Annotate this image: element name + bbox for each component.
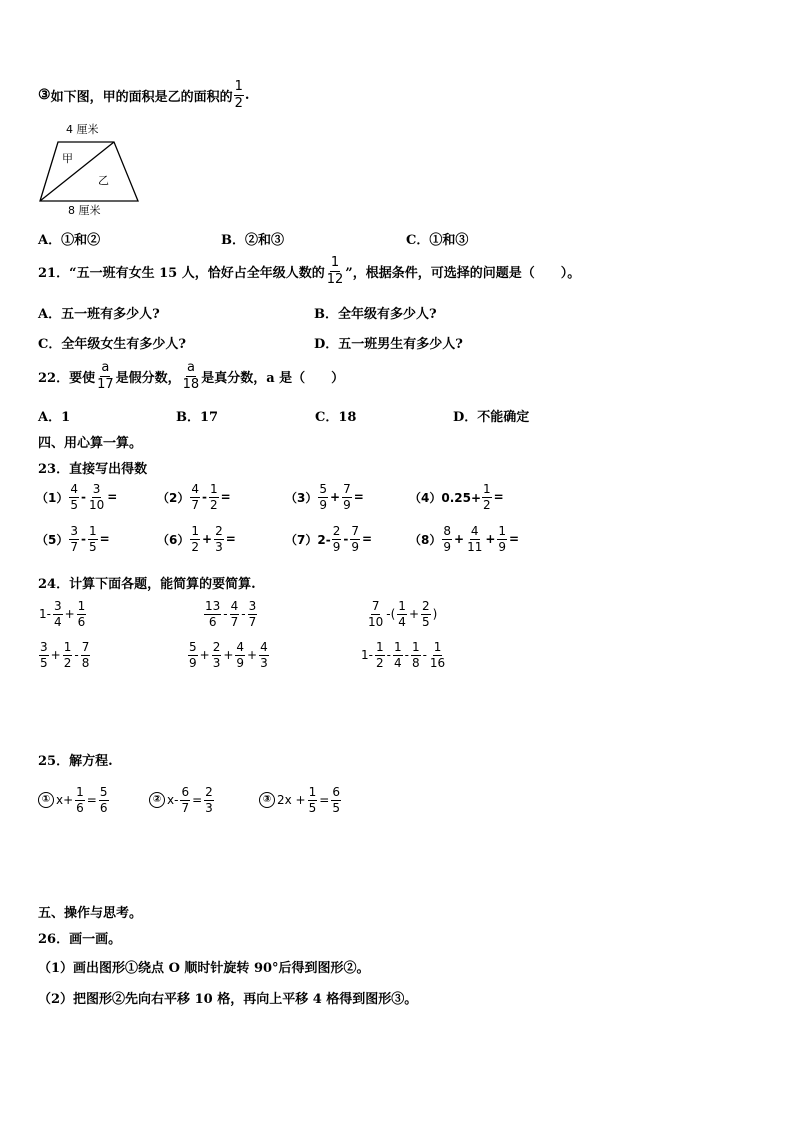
q24-expr-6: 1- $\frac{1}{2}$ - $\frac{1}{4}$ - $\frac{1}{8}$ - $\frac{1}{16}$ — [361, 640, 446, 670]
q23-item-6: （6） $\frac{1}{2}$ + $\frac{2}{3}$ = — [157, 524, 236, 554]
q24-expr-3: $\frac{7}{10}$ -( $\frac{1}{4}$ + $\frac{2}{5}$ ) — [368, 599, 438, 629]
q25-equation-3: ③ 2x + $\frac{1}{5}$ = $\frac{6}{5}$ — [259, 786, 342, 814]
q23-item-3: （3） $\frac{5}{9}$ + $\frac{7}{9}$ = — [285, 482, 364, 512]
q21-option-c: C．全年级女生有多少人? — [38, 337, 186, 352]
q22-fraction-2: $\frac{a}{18}$ — [182, 360, 200, 392]
q22-option-d: D．不能确定 — [453, 410, 530, 425]
q20-option-b: B．②和③ — [221, 233, 284, 248]
q24-expr-1: 1- $\frac{3}{4}$ + $\frac{1}{6}$ — [39, 599, 86, 629]
q20-option-c: C．①和③ — [406, 233, 469, 248]
section-4-heading: 四、用心算一算。 — [38, 436, 143, 451]
q26-title: 26．画一画。 — [38, 932, 122, 947]
q23-item-7: （7）2- $\frac{2}{9}$ - $\frac{7}{9}$ = — [285, 524, 373, 554]
top-base-label: 4 厘米 — [66, 123, 99, 136]
q20-item3: ③ 如下图，甲的面积是乙的面积的 $\frac{1}{2}$ . — [38, 79, 250, 111]
q22-option-a: A．1 — [38, 410, 71, 425]
q23-title: 23．直接写出得数 — [38, 462, 148, 477]
q22-stem: 22．要使 $\frac{a}{17}$ 是假分数， $\frac{a}{18}$ 是真分数，a 是（ ） — [38, 360, 345, 392]
q21-option-a: A．五一班有多少人? — [38, 307, 160, 322]
bottom-base-label: 8 厘米 — [68, 204, 101, 217]
q24-title: 24．计算下面各题，能简算的要简算. — [38, 577, 256, 592]
region-jia-label: 甲 — [62, 152, 73, 165]
section-5-heading: 五、操作与思考。 — [38, 906, 143, 921]
q22-option-c: C．18 — [315, 410, 357, 425]
q21-option-d: D．五一班男生有多少人? — [314, 337, 463, 352]
q21-option-b: B．全年级有多少人? — [314, 307, 437, 322]
region-yi-label: 乙 — [98, 174, 109, 187]
q23-item-5: （5） $\frac{3}{7}$ - $\frac{1}{5}$ = — [36, 524, 110, 554]
q20-fraction: $\frac{1}{2}$ — [234, 79, 243, 111]
q25-title: 25．解方程. — [38, 754, 113, 769]
q25-equation-2: ② x- $\frac{6}{7}$ = $\frac{2}{3}$ — [149, 786, 215, 814]
q21-fraction: $\frac{1}{12}$ — [326, 255, 344, 287]
q22-fraction-1: $\frac{a}{17}$ — [97, 360, 114, 392]
q26-instruction-2: （2）把图形②先向右平移 10 格，再向上平移 4 格得到图形③。 — [38, 992, 418, 1007]
q26-instruction-1: （1）画出图形①绕点 O 顺时针旋转 90°后得到图形②。 — [38, 961, 370, 976]
q25-equation-1: ① x+ $\frac{1}{6}$ = $\frac{5}{6}$ — [38, 786, 110, 814]
q20-item3-number: ③ — [38, 87, 51, 104]
trapezoid-outline — [40, 142, 138, 201]
q23-item-4: （4）0.25+ $\frac{1}{2}$ = — [409, 482, 504, 512]
q23-item-1: （1） $\frac{4}{5}$ - $\frac{3}{10}$ = — [36, 482, 118, 512]
q23-item-2: （2） $\frac{4}{7}$ - $\frac{1}{2}$ = — [157, 482, 231, 512]
q24-expr-4: $\frac{3}{5}$ + $\frac{1}{2}$ - $\frac{7}{8}$ — [40, 640, 90, 670]
q24-expr-5: $\frac{5}{9}$ + $\frac{2}{3}$ + $\frac{4}{9}$ + $\frac{4}{3}$ — [189, 640, 268, 670]
trapezoid-diagonal — [40, 142, 114, 201]
q22-option-b: B．17 — [176, 410, 219, 425]
trapezoid-figure — [34, 118, 146, 220]
q20-option-a: A．①和② — [38, 233, 101, 248]
q23-item-8: （8） $\frac{8}{9}$ + $\frac{4}{11}$ + $\frac{1}{9}$ = — [409, 524, 520, 554]
q21-stem: 21．“五一班有女生 15 人，恰好占全年级人数的 $\frac{1}{12}$ ”，根据条件，可选择的问题是（ ）。 — [38, 255, 581, 287]
q24-expr-2: $\frac{13}{6}$ - $\frac{4}{7}$ - $\frac{3}{7}$ — [205, 599, 257, 629]
